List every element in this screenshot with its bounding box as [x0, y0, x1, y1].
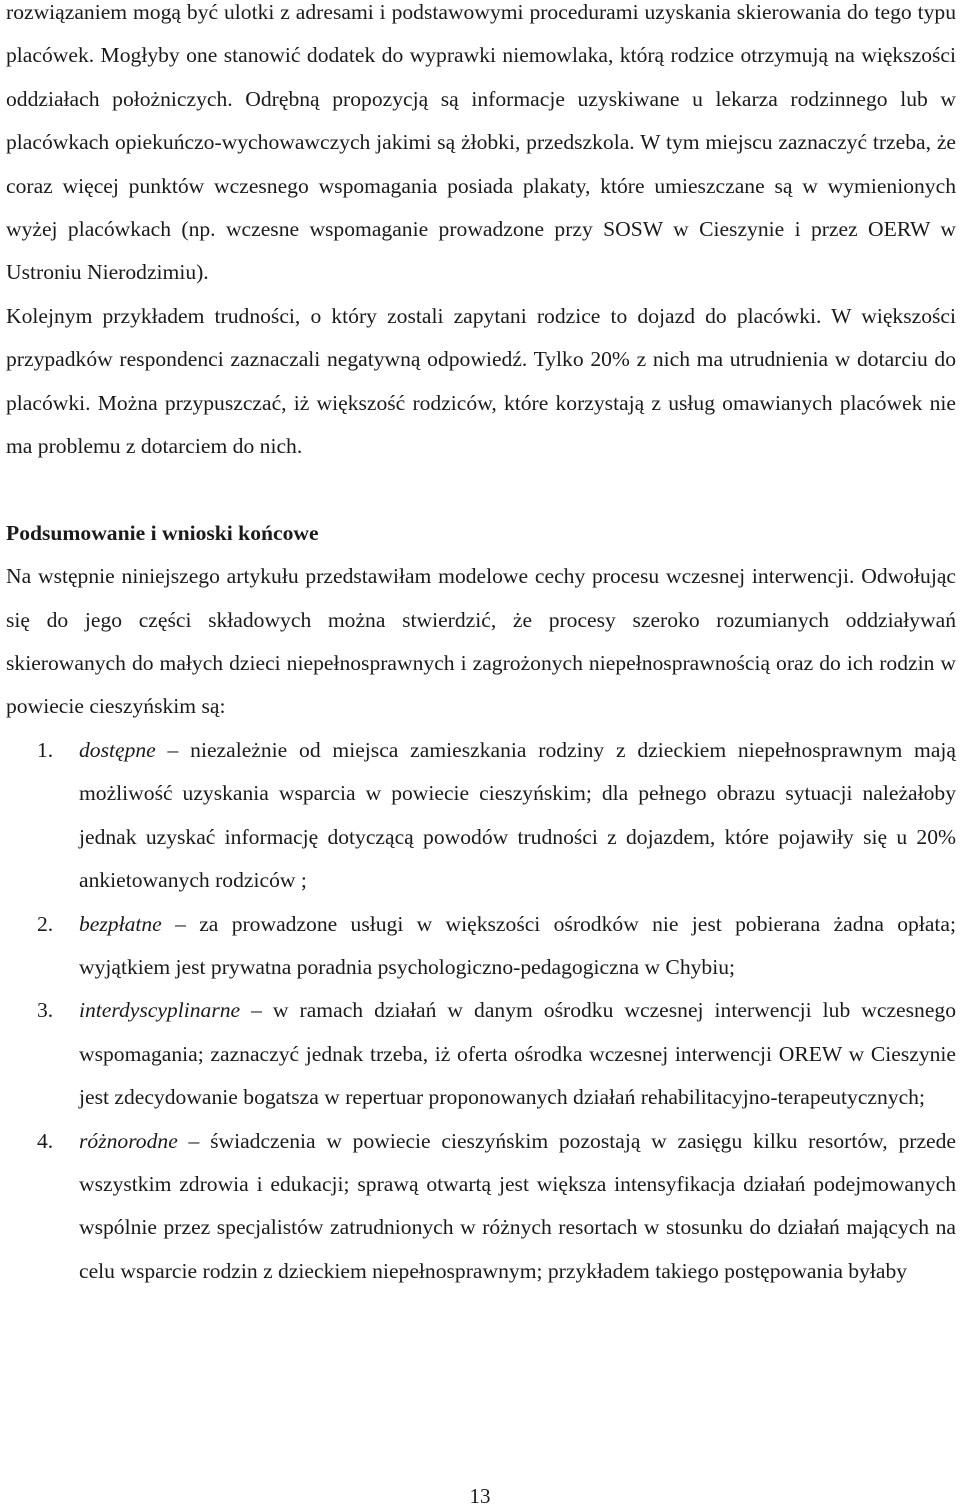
list-item: [6, 989, 956, 1119]
list-item-number: 3.: [37, 998, 54, 1023]
list-item-number: 4.: [37, 1128, 54, 1153]
list-item: [6, 729, 956, 903]
list-item: [6, 1120, 956, 1294]
list-item-term: różnorodne: [79, 1128, 178, 1153]
list-item-text: – świadczenia w powiecie cieszyńskim pozostają w zasięgu kilku resortów, przede wszystkim zdrowia i edukacji; sprawą otwartą jest większa intensyfikacja działań podejmowanych wspólnie przez specjalistów zatrudnionych w różnych resortach w stosunku do działań mających na celu wsparcie rodzin z dzieckiem niepełnosprawnym; przykładem takiego postępowania byłaby: [79, 1128, 956, 1283]
list-item: [6, 903, 956, 990]
page-number: 13: [469, 1484, 491, 1508]
paragraph-intro-leaflets: rozwiązaniem mogą być ulotki z adresami i podstawowymi procedurami uzyskania skierowania do tego typu placówek. Mogłyby one stanowić dodatek do wyprawki niemowlaka, którą rodzice otrzymują na większości oddziałach położniczych. Odrębną propozycją są informacje uzyskiwane u lekarza rodzinnego lub w placówkach opiekuńczo-wychowawczych jakimi są żłobki, przedszkola. W tym miejscu zaznaczyć trzeba, że coraz więcej punktów wczesnego wspomagania posiada plakaty, które umieszczane są w wymienionych wyżej placówkach (np. wczesne wspomaganie prowadzone przy SOSW w Cieszynie i przez OERW w Ustroniu Nierodzimiu).: [6, 0, 956, 285]
conclusions-list: [6, 729, 956, 1293]
paragraph-commute: Kolejnym przykładem trudności, o który zostali zapytani rodzice to dojazd do placówki. W większości przypadków respondenci zaznaczali negatywną odpowiedź. Tylko 20% z nich ma utrudnienia w dotarciu do placówki. Można przypuszczać, iż większość rodziców, które korzystają z usług omawianych placówek nie ma problemu z dotarciem do nich.: [6, 303, 956, 459]
list-item-term: dostępne: [79, 737, 156, 762]
list-item-term: bezpłatne: [79, 911, 162, 936]
list-item-number: 2.: [37, 911, 54, 936]
document-page: [6, 0, 956, 1293]
list-item-number: 1.: [37, 737, 54, 762]
section-heading: Podsumowanie i wnioski końcowe: [6, 520, 319, 545]
list-item-term: interdyscyplinarne: [79, 998, 241, 1023]
paragraph-summary-intro: Na wstępnie niniejszego artykułu przedstawiłam modelowe cechy procesu wczesnej interwencji. Odwołując się do jego części składowych można stwierdzić, że procesy szeroko rozumianych oddziaływań skierowanych do małych dzieci niepełnosprawnych i zagrożonych niepełnosprawnością oraz do ich rodzin w powiecie cieszyńskim są:: [6, 564, 956, 719]
blank-line: [6, 468, 956, 511]
list-item-text: – za prowadzone usługi w większości ośrodków nie jest pobierana żadna opłata; wyjątkiem jest prywatna poradnia psychologiczno-pedagogiczna w Chybiu;: [79, 911, 956, 979]
list-item-text: – niezależnie od miejsca zamieszkania rodziny z dzieckiem niepełnosprawnym mają możliwość uzyskania wsparcia w powiecie cieszyńskim; dla pełnego obrazu sytuacji należałoby jednak uzyskać informację dotyczącą powodów trudności z dojazdem, które pojawiły się u 20% ankietowanych rodziców ;: [79, 737, 956, 893]
list-item-text: – w ramach działań w danym ośrodku wczesnej interwencji lub wczesnego wspomagania; zaznaczyć jednak trzeba, iż oferta ośrodka wczesnej interwencji OREW w Cieszynie jest zdecydowanie bogatsza w repertuar proponowanych działań rehabilitacyjno-terapeutycznych;: [79, 998, 956, 1110]
